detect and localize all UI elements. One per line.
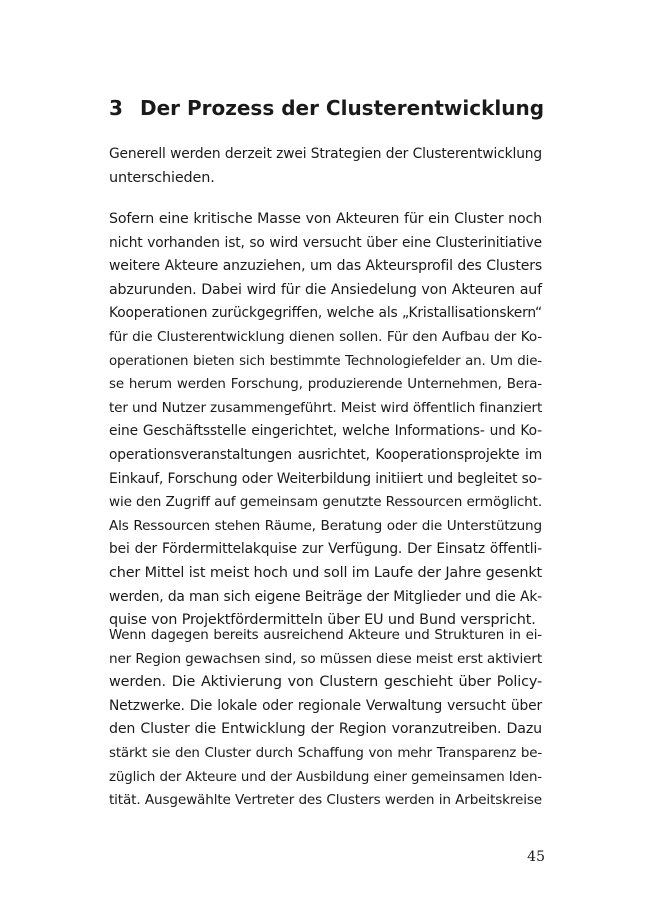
text-line: nicht vorhanden ist, so wird versucht über eine Clusterinitiative [109, 234, 542, 251]
text-line: quise von Projektfördermitteln über EU und Bund verspricht. [109, 612, 536, 629]
text-line: unterschieden. [109, 169, 215, 186]
text-line: se herum werden Forschung, produzierende Unternehmen, Bera- [109, 377, 542, 393]
text-line: stärkt sie den Cluster durch Schaffung von mehr Transparenz be- [109, 745, 542, 761]
text-line: für die Clusterentwicklung dienen sollen. Für den Aufbau der Ko- [109, 328, 542, 345]
text-line: Generell werden derzeit zwei Strategien der Clusterentwicklung [109, 146, 542, 162]
text-line: züglich der Akteure und der Ausbildung einer gemeinsamen Iden- [109, 769, 542, 785]
text-line: wie den Zugriff auf gemeinsam genutzte Ressourcen ermöglicht. [109, 494, 542, 511]
text-line: werden. Die Aktivierung von Clustern geschieht über Policy- [109, 674, 542, 691]
text-line: Netzwerke. Die lokale oder regionale Verwaltung versucht über [109, 697, 542, 714]
text-line: tität. Ausgewählte Vertreter des Clusters werden in Arbeitskreise [109, 792, 542, 809]
paragraph-1 [109, 143, 542, 190]
text-line: Wenn dagegen bereits ausreichend Akteure und Strukturen in ei- [109, 628, 542, 643]
text-line: bei der Fördermittelakquise zur Verfügung. Der Einsatz öffentli- [109, 541, 542, 558]
section-number: 3 [109, 96, 123, 120]
text-line: eine Geschäftsstelle eingerichtet, welche Informations- und Ko- [109, 423, 542, 440]
section-title: Der Prozess der Clusterentwicklung [139, 96, 545, 120]
text-line: operationsveranstaltungen ausrichtet, Kooperationsprojekte im [109, 446, 542, 463]
text-line: cher Mittel ist meist hoch und soll im Laufe der Jahre gesenkt [109, 564, 543, 581]
section-heading [109, 94, 549, 122]
text-line: weitere Akteure anzuziehen, um das Akteursprofil des Clusters [109, 258, 542, 275]
text-line: Als Ressourcen stehen Räume, Beratung oder die Unterstützung [109, 517, 542, 534]
paragraph-3 [109, 624, 542, 813]
text-line: ter und Nutzer zusammengeführt. Meist wird öffentlich finanziert [109, 399, 543, 416]
page-number: 45 [527, 849, 545, 865]
text-line: Einkauf, Forschung oder Weiterbildung initiiert und begleitet so- [109, 470, 542, 487]
text-line: den Cluster die Entwicklung der Region voranzutreiben. Dazu [109, 721, 542, 738]
text-line: werden, da man sich eigene Beiträge der Mitglieder und die Ak- [109, 588, 542, 605]
paragraph-2 [109, 208, 542, 633]
text-line: Kooperationen zurückgegriffen, welche als „Kristallisationskern“ [109, 305, 542, 322]
text-line: operationen bieten sich bestimmte Technologiefelder an. Um die- [109, 353, 542, 369]
text-line: abzurunden. Dabei wird für die Ansiedelung von Akteuren auf [109, 281, 542, 298]
text-line: ner Region gewachsen sind, so müssen diese meist erst aktiviert [109, 650, 542, 667]
text-line: Sofern eine kritische Masse von Akteuren für ein Cluster noch [109, 211, 542, 227]
